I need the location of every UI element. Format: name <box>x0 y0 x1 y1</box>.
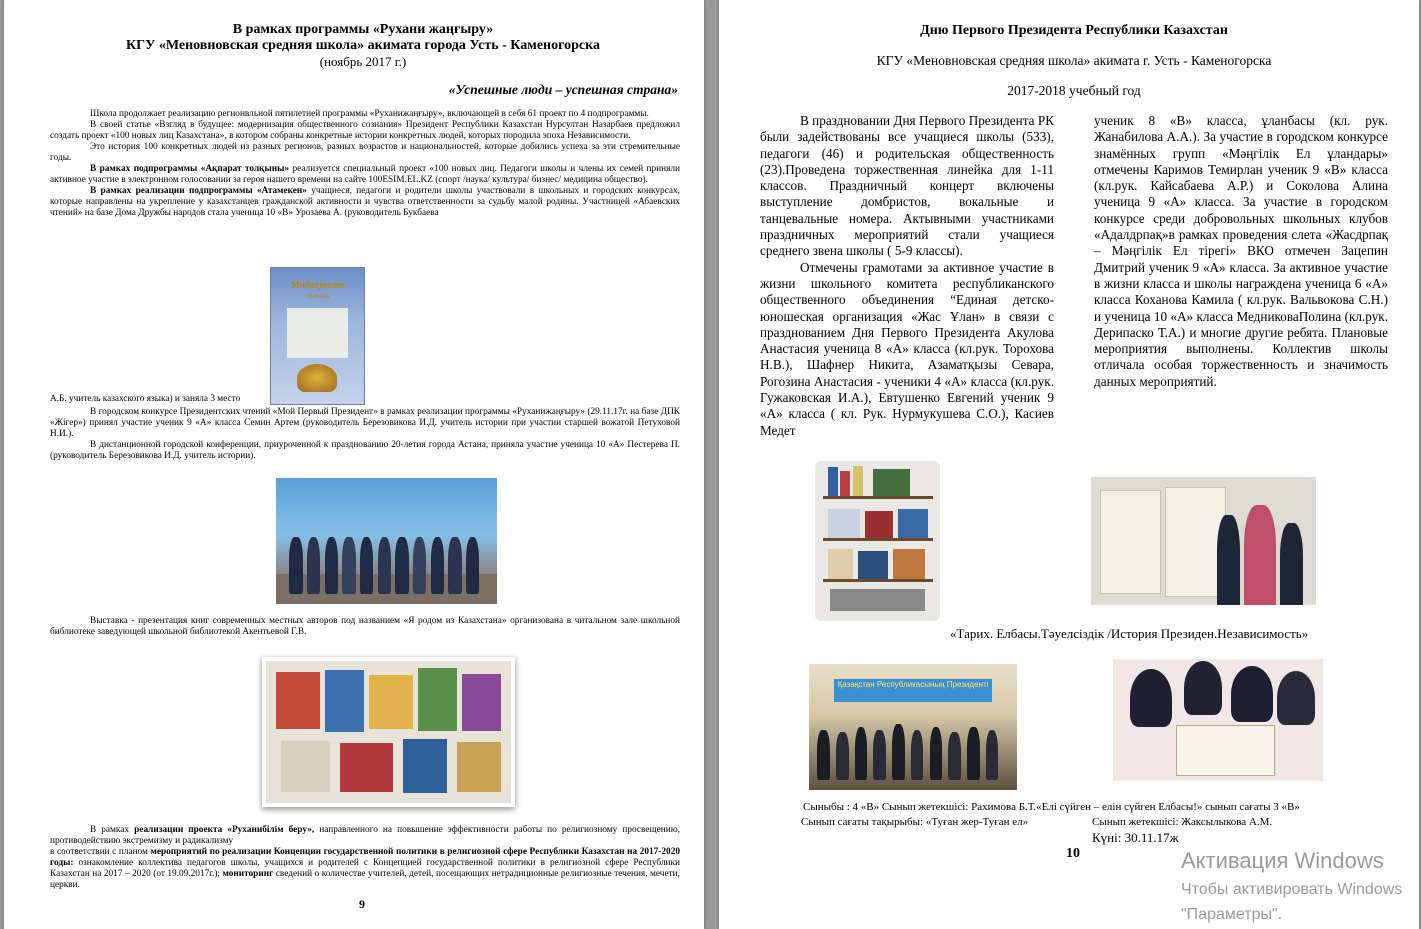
school-name: КГУ «Меновновская средняя школа» акимата г. Усть - Каменогорска <box>876 53 1272 68</box>
page-number: 9 <box>359 897 365 911</box>
paragraph <box>50 164 680 186</box>
text-block-1 <box>50 109 680 219</box>
title-program: В рамках программы «Рухани жаңғыру» <box>232 22 494 37</box>
text-run: В рамках <box>90 825 135 835</box>
paragraph: В городском конкурсе Президентских чтений «Мой Первый Президент» в рамках реализации программы «Руханижаңғыру» (29.11.17г. на базе ДПК «Жігер») принял участие ученик 9 «А» класса Семин Артем (руководитель Березовикова И.Д. учитель истории при участии старшей вожатой Петуховой Н.И.). <box>50 407 680 439</box>
caption-class-hour-2: Сынып сағаты тақырыбы: «Туған жер-Туған ел» <box>801 816 1029 828</box>
photo-students-reading <box>1113 659 1323 781</box>
paragraph: Отмечены грамотами за активное участие в жизни школьного комитета республиканского общественного объединения “Единая детско-юношеская организация «Жас Ұлан» в связи с празднованием Дня Первого Президента Акулова Анастасия ученица 8 «А» класса (кл.рук. Торохова Н.В.), Шафнер Никита, Азаматқызы Севара, Рогозина Анастасия - ученики 4 «А» класса (кл.рук. Гужаковская И.А.), Евтушенко Евгений ученик 9 «А» класса ( кл. Рук. Нурмукушева С.О.), Касиев Медет <box>760 259 1054 438</box>
activation-watermark-title: Активация Windows <box>1181 848 1384 873</box>
title-school: КГУ «Меновновская средняя школа» акимата города Усть - Каменогорска <box>126 38 600 53</box>
text-run: сведений о количестве учителей, детей, посещающих нетрадиционные религиозные течения, мечети, церкви. <box>50 869 680 890</box>
paragraph <box>50 825 680 847</box>
certificate-subtitle: грамота <box>305 292 330 300</box>
text-run: направленного на повышение эффективности работы по религиозному просвещению, противодействию экстремизму и радикализму <box>50 825 680 846</box>
certificate-caption: А.Б. учитель казахского языка) и заняла 3 место <box>50 394 241 404</box>
photo-students-choir <box>276 478 497 604</box>
activation-watermark-line: Чтобы активировать Windows <box>1181 881 1403 898</box>
paragraph: Выставка - презентация книг современных местных авторов под названием «Я родом из Казахстана» организована в читальном зале школьной библиотеке заведующей школьной библиотекой Акентьевой Г.В. <box>50 616 680 637</box>
text-block-3 <box>50 616 680 638</box>
text-block-2 <box>50 407 680 462</box>
bold-run: В рамках реализации подпрограммы «Атамекен» <box>90 186 307 196</box>
certificate-image <box>270 267 365 405</box>
text-run: ознакомление коллектива педагогов школы, учащихся и родителей с Концепцией государственной политики в религиозной сфере Республики Казахстан на 2017 – 2020 (от 19.09.2017г.); <box>50 858 680 879</box>
bold-run: мониторинг <box>222 869 274 879</box>
paragraph: В своей статье «Взгляд в будущее: модернизация общественного сознания» Президент Республики Казахстан Нурсултан Назарбаев предложил создать проект «100 новых лиц Казахстана», в котором собраны конкретные истории конкретных людей, которых породила эпоха Независимости. <box>50 120 680 141</box>
caption-class-hour-1: Сыныбы : 4 «В» Сынып жетекшісі: Рахимова Б.Т.«Елі сүйген – елін сүйген Елбасы!» сынып сағаты 3 «В» <box>803 801 1300 813</box>
document-page-9 <box>4 0 704 929</box>
photo-class-group <box>809 664 1017 790</box>
text-run: в соответствии с планом <box>50 847 151 857</box>
photo-exhibition-panels <box>1091 477 1316 605</box>
paragraph <box>50 186 680 219</box>
text-column-left <box>760 113 1054 439</box>
paragraph: В праздновании Дня Первого Президента РК были задействованы все учащиеся школы (533), педагоги (46) и родительская общественность (23).Проведена торжественная линейка для 1-11 классов. Праздничный концерт включены выступление домбристов, вокальные и танцевальные номера. Актывными участниками праздничных мероприятий стали учащиеся среднего звена школы ( 5-9 классы). <box>760 113 1054 259</box>
bold-run: В рамках подпрограммы «Ақпарат толқыны» <box>90 164 290 174</box>
page-number: 10 <box>1066 846 1080 861</box>
text-run: реализуется специальный проект «100 новых лиц. Педагоги школы и члены их семей приняли активное участие в электронном голосовании за героя нашего времени на сайте 100ESIM.EL.KZ (спорт /наука/ культура/ бизнес/ медицина общество). <box>50 164 680 185</box>
certificate-title: Мадақтама <box>290 280 345 291</box>
text-block-4 <box>50 825 680 891</box>
caption-teacher: Сынып жетекшісі: Жаксылыкова А.М. <box>1092 816 1273 828</box>
text-run: учащиеся, педагоги и родители школы участвовали в школьных и городских конкурсах, которые направлены на укрепление у казахстанцев гражданской активности и чувства ответственности за судьбу малой родины. Участницей «Абаевских чтений» на базе Дома Дружбы народов стала ученица 10 «В» Урозаева А. (руководитель Букбаева <box>50 186 680 218</box>
photo-library-shelf <box>815 461 940 621</box>
caption-exhibition: «Тарих. Елбасы.Тәуелсіздік /История Президен.Независимость» <box>950 626 1309 641</box>
caption-date: Күні: 30.11.17ж <box>1092 830 1179 845</box>
motto: «Успешные люди – успешная страна» <box>448 82 678 97</box>
text-column-right <box>1094 113 1388 390</box>
bold-run: мероприятий по реализации Концепции государственной политики в религиозной сфере Республики Казахстан на 2017-2020 годы: <box>50 847 680 868</box>
paragraph: Школа продолжает реализацию регионвльной пятилетней программы «Руханижаңғыру», включающей в себя 61 проект по 4 подпрограммы. <box>90 109 649 119</box>
activation-watermark-line: "Параметры". <box>1181 906 1283 923</box>
page-title: Дню Первого Президента Республики Казахстан <box>920 23 1228 38</box>
document-page-10 <box>719 0 1419 929</box>
paragraph: Это история 100 конкретных людей из разных регионов, разных возрастов и национальностей, которые добились успеха за эти стремительные годы. <box>50 142 680 163</box>
open-book <box>1176 725 1275 776</box>
school-year: 2017-2018 учебный год <box>1007 83 1141 98</box>
paragraph <box>50 847 680 891</box>
paragraph: ученик 8 «В» класса, ұланбасы (кл. рук. Жанабилова А.А.). За участие в городском конкурсе знамённых групп «Мәңгілік Ел ұландары» отмечены Каримов Темирлан ученик 9 «В» класса (кл.рук. Кайсабаева А.Р.) и Соколова Алина ученица 9 «А» класса. За участие в городском конкурсе среди добровольных школьных клубов «Адалдрпақ»в рамках проведения слета «Жасдрпақ – Мәңгілік Ел тірегі» ВКО отмечен Зацепин Дмитрий ученик 9 «А» класса. За активное участие в жизни класса и школы награждена ученица 6 «А» класса Коханова Камила ( кл.рук. Вальвокова С.Н.) и ученица 10 «А» класса МедниковаПолина (кл.рук. Дерипаско Т.А.) и многие другие ребята. Плановые мероприятия выполнены. Коллектив школы отличала особая торжественность и значимость данных мероприятий. <box>1094 113 1388 389</box>
ornament-icon <box>297 364 337 392</box>
banner: Қазақстан Республикасының Президенті <box>834 679 992 702</box>
paragraph: В дистанционной городской конференции, приуроченной к празднованию 20-летия города Астана, приняла участие ученица 10 «А» Пестерева П. (руководитель Березовикова И.Д. учитель истории). <box>50 440 680 461</box>
title-date: (ноябрь 2017 г.) <box>319 54 407 69</box>
bold-run: реализации проекта «Руханибілім беру», <box>134 825 315 835</box>
photo-book-exhibition <box>262 657 515 807</box>
